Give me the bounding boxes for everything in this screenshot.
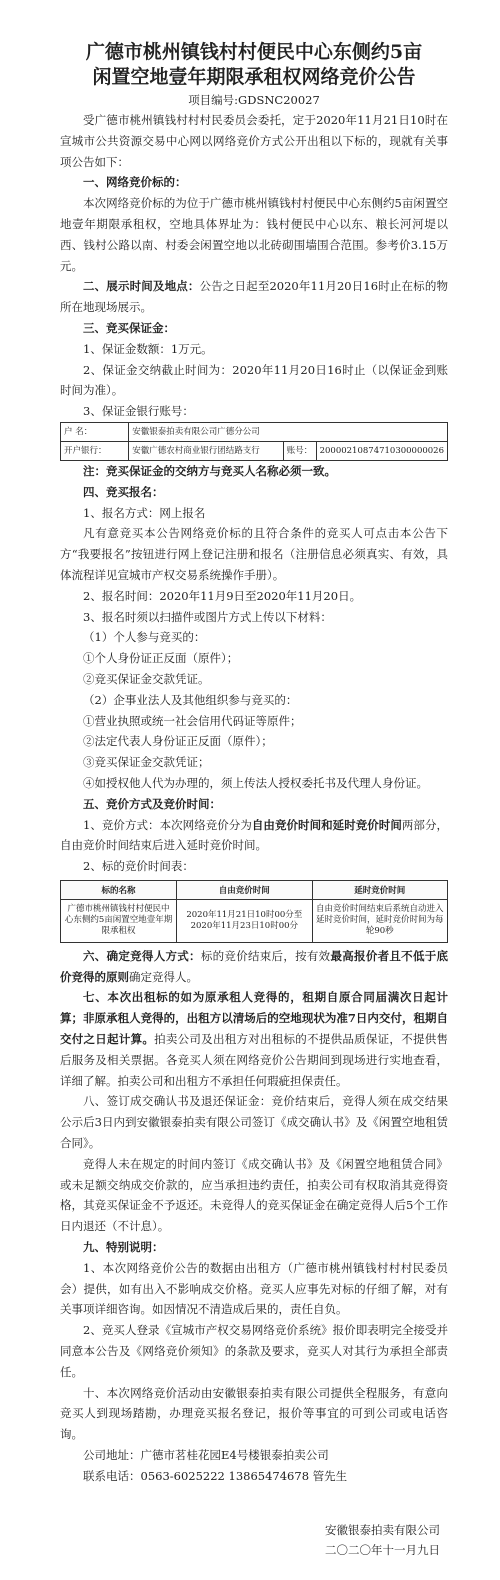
section-9-heading: 九、特别说明： [83, 1240, 164, 1255]
section-3-heading: 三、竞买保证金： [83, 320, 175, 335]
account-name-label: 户 名： [61, 422, 129, 441]
deposit-note: 注：竞买保证金的交纳方与竞买人名称必须一致。 [83, 463, 336, 478]
section-7 [60, 987, 448, 1091]
section-8-paragraph-2: 竞得人未在规定的时间内签订《成交确认书》及《闲置空地租赁合同》或未足额交纳成交价款的，应当承担违约责任，拍卖公司有权取消其竞得资格，其竞买保证金不予返还。未竞得人的竞买保证金在确定竞得人后5个工作日内退还（不计息）。 [60, 1156, 448, 1234]
cell-delay-time: 自由竞价时间结束后系统自动进入延时竞价时间，延时竞价时间为每轮90秒 [312, 899, 447, 942]
section-4-heading: 四、竞买报名： [83, 484, 164, 499]
registration-time: 2、报名时间：2020年11月9日至2020年11月20日。 [83, 588, 362, 603]
bidding-method-text-1: 1、竞价方式：本次网络竞价分为 [83, 817, 252, 832]
title-line-2: 闲置空地壹年期限承租权网络竞价公告 [92, 66, 416, 88]
registration-method: 1、报名方式：网上报名 [83, 505, 206, 520]
account-number-value: 20000210874710300000026 [316, 441, 447, 460]
col-header-name: 标的名称 [61, 880, 177, 899]
organization-item-2: ②法定代表人身份证正反面（原件）； [83, 734, 273, 749]
individual-heading: （1）个人参与竞买的： [83, 630, 206, 645]
intro-paragraph: 受广德市桃州镇钱村村村民委员会委托，定于2020年11月21日10时在宣城市公共资源交易中心网以网络竞价方式公开出租以下标的，现就有关事项公告如下： [60, 113, 448, 169]
section-1-heading: 一、网络竞价标的： [83, 175, 187, 190]
section-5-heading: 五、竞价方式及竞价时间： [83, 796, 221, 811]
organization-item-1: ①营业执照或统一社会信用代码证等原件； [83, 713, 302, 728]
bank-name-value: 安徽广德农村商业银行团结路支行 [129, 441, 284, 460]
section-10: 十、本次网络竞价活动由安徽银泰拍卖有限公司提供全程服务，有意向竞买人到现场踏勘，办理竞买报名登记，报价等事宜的可到公司或电话咨询。 [60, 1385, 448, 1442]
section-6-bold: 最高报价者且不低于底价竞得的原则 [60, 948, 449, 984]
section-7-text: 拍卖公司及出租方对出租标的不提供品质保证，不提供售后服务及相关票据。各竞买人须在网络竞价公告期间到现场进行实地查看，详细了解。拍卖公司和出租方不承担任何瑕疵担保责任。 [60, 1032, 448, 1088]
cell-free-time: 2020年11月21日10时00分至2020年11月23日10时00分 [177, 899, 312, 942]
deposit-bank-heading: 3、保证金银行账号： [83, 404, 194, 419]
section-2-heading: 二、展示时间及地点： [83, 279, 200, 294]
section-6-text-2: 确定竞得人。 [129, 969, 198, 984]
account-name-value: 安徽银泰拍卖有限公司广德分公司 [129, 422, 448, 441]
section-8-body: 竞价结束后，竞得人须在成交结果公示后3日内到安徽银泰拍卖有限公司签订《成交确认书》及《闲置空地租赁合同》。 [60, 1094, 448, 1151]
section-6 [60, 946, 448, 988]
table-row [61, 899, 448, 942]
section-8-heading: 八、签订成交确认书及退还保证金： [83, 1094, 272, 1109]
section-6-heading: 六、确定竞得人方式： [83, 948, 201, 963]
organization-item-4: ④如授权他人代为办理的，须上传法人授权委托书及代理人身份证。 [83, 775, 428, 790]
signature-block [325, 1520, 440, 1560]
title-line-1: 广德市桃州镇钱村村便民中心东侧约5亩 [85, 41, 423, 63]
company-address: 公司地址：广德市茗桂花园E4号楼银泰拍卖公司 [83, 1448, 329, 1463]
individual-item-2: ②竞买保证金交款凭证。 [83, 671, 210, 686]
deposit-deadline: 2、保证金交纳截止时间为：2020年11月20日16时止（以保证金到账时间为准）。 [60, 362, 448, 398]
deposit-amount: 1、保证金数额：1万元。 [83, 341, 213, 356]
bank-name-label: 开户银行： [61, 441, 129, 460]
registration-materials: 3、报名时须以扫描件或图片方式上传以下材料： [83, 609, 332, 624]
bidding-schedule-table [60, 880, 448, 943]
page-title [60, 40, 448, 90]
individual-item-1: ①个人身份证正反面（原件）； [83, 651, 239, 666]
col-header-free-time: 自由竞价时间 [177, 880, 312, 899]
bidding-method [60, 815, 448, 857]
bidding-method-bold: 自由竞价时间和延时竞价时间 [251, 817, 402, 832]
special-note-1: 1、本次网络竞价公告的数据由出租方（广德市桃州镇钱村村村民委员会）提供，如有出入不影响成交价格。竞买人应事先对标的仔细了解，对有关事项详细咨询。如因情况不清造成后果的，责任自负。 [60, 1260, 448, 1317]
section-2-body: 公告之日起至2020年11月20日16时止在标的物所在地现场展示。 [60, 279, 448, 315]
bank-account-table [60, 422, 448, 461]
section-8 [60, 1091, 448, 1153]
bidding-method-text-2: 两部分，自由竞价时间结束后进入延时竞价时间。 [60, 817, 449, 853]
section-1-body: 本次网络竞价标的为位于广德市桃州镇钱村村便民中心东侧约5亩闲置空地壹年期限承租权，空地具体界址为：钱村便民中心以东、粮长河河堤以西、钱村公路以南、村委会闲置空地以北砖砌围墙围合范围。参考价3.15万元。 [60, 196, 448, 273]
section-7-bold: 七、本次出租标的如为原承租人竞得的，租期自原合同届满次日起计算；非原承租人竞得的，出租方以清场后的空地现状为准7日内交付，租期自交付之日起计算。 [60, 990, 448, 1047]
contact-phone: 联系电话：0563-6025222 13865474678 管先生 [83, 1468, 348, 1483]
signature-date: 二〇二〇年十一月九日 [325, 1543, 440, 1557]
organization-heading: （2）企事业法人及其他组织参与竞买的： [83, 692, 298, 707]
section-6-text-1: 标的竞价结束后，按有效 [200, 948, 331, 963]
project-code: 项目编号:GDSNC20027 [188, 93, 320, 107]
organization-item-3: ③竞买保证金交款凭证； [83, 755, 210, 770]
col-header-delay-time: 延时竞价时间 [312, 880, 447, 899]
signature-company: 安徽银泰拍卖有限公司 [325, 1523, 440, 1537]
bidding-schedule-heading: 2、标的竞价时间表： [83, 859, 194, 874]
special-note-2: 2、竞买人登录《宣城市产权交易网络竞价系统》报价即表明完全接受并同意本公告及《网络竞价须知》的条款及要求，竞买人对其行为承担全部责任。 [60, 1323, 448, 1379]
cell-lot-name: 广德市桃州镇钱村村便民中心东侧约5亩闲置空地壹年期限承租权 [61, 899, 177, 942]
account-number-label: 账号： [283, 441, 316, 460]
registration-instructions: 凡有意竞买本公告网络竞价标的且符合条件的竞买人可点击本公告下方“我要报名”按钮进行网上登记注册和报名（注册信息必须真实、有效，具体流程详见宣城市产权交易系统操作手册）。 [60, 526, 448, 582]
